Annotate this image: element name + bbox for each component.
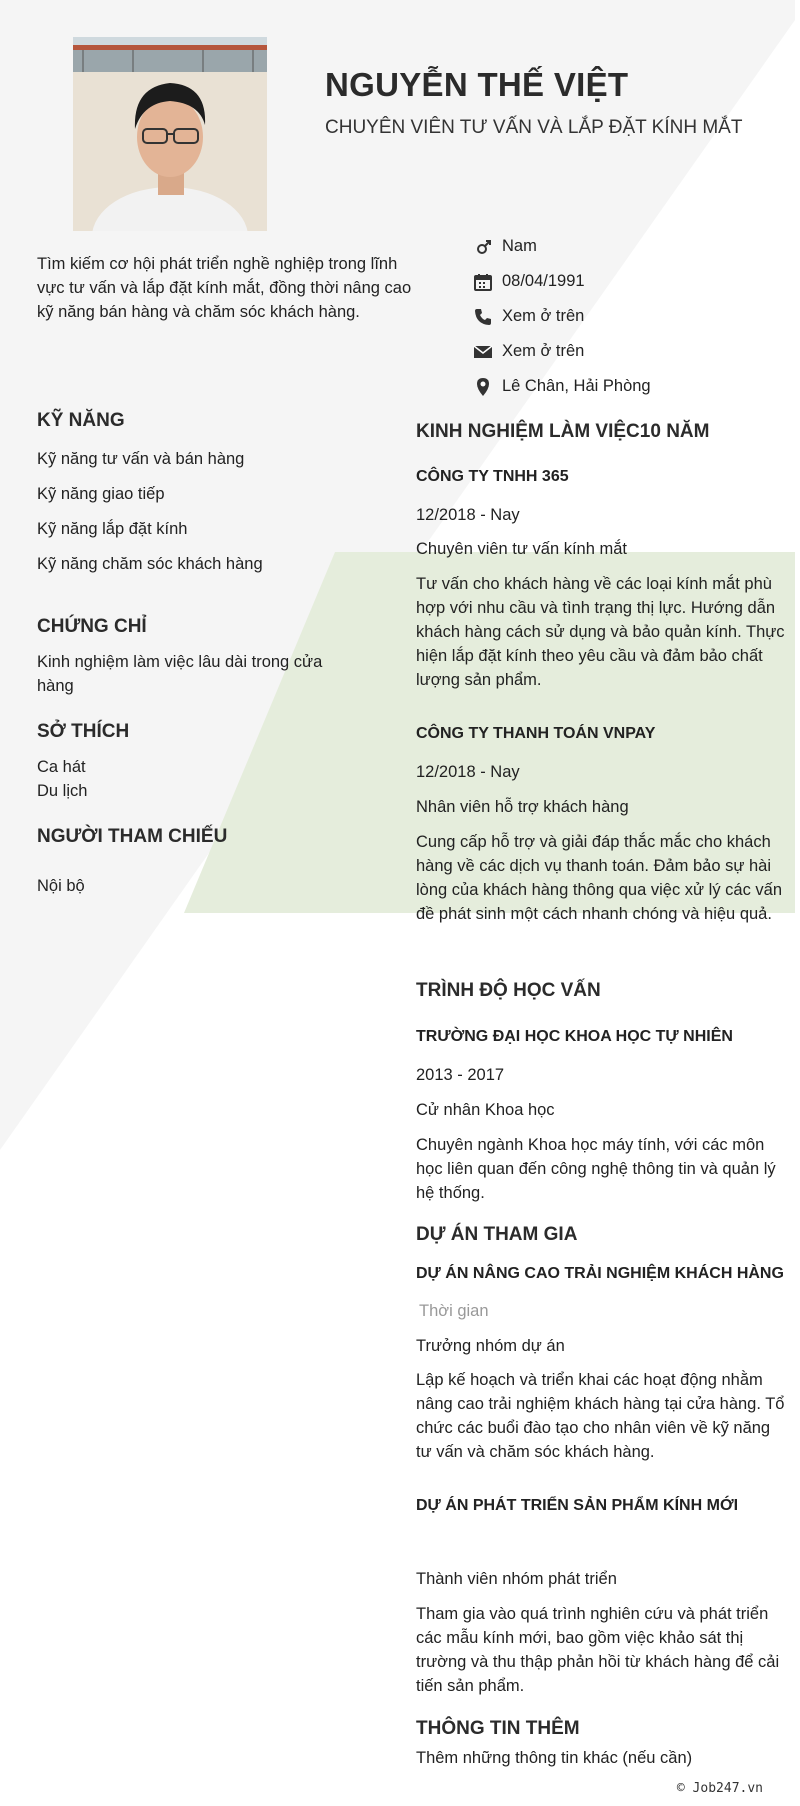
birthday-value: 08/04/1991 xyxy=(502,272,585,290)
project-description: Lập kế hoạch và triển khai các hoạt động nhằm nâng cao trải nghiệm khách hàng tại cửa hàng. Tổ chức các buổi đào tạo cho nhân viên về kỹ năng tư vấn và chăm sóc khách hàng. xyxy=(416,1371,785,1461)
job-description: Cung cấp hỗ trợ và giải đáp thắc mắc cho khách hàng về các dịch vụ thanh toán. Đảm bảo sự hài lòng của khách hàng thông qua việc xử lý các vấn đề phát sinh một cách nhanh chóng và hiệu quả. xyxy=(416,833,783,923)
references-text: Nội bộ xyxy=(37,877,85,895)
education-period: 2013 - 2017 xyxy=(416,1066,505,1084)
project-role: Trưởng nhóm dự án xyxy=(416,1337,565,1355)
calendar-icon xyxy=(472,271,494,293)
additional-info-title: THÔNG TIN THÊM xyxy=(416,1718,580,1739)
education-description: Chuyên ngành Khoa học máy tính, với các môn học liên quan đến công nghệ thông tin và quản lý hệ thống. xyxy=(416,1136,776,1202)
contact-email xyxy=(472,334,792,369)
job-company: CÔNG TY TNHH 365 xyxy=(416,468,569,485)
candidate-name: NGUYỄN THẾ VIỆT xyxy=(325,66,629,103)
project-description: Tham gia vào quá trình nghiên cứu và phát triển các mẫu kính mới, bao gồm việc khảo sát thị trường và thu thập phản hồi từ khách hàng để cải tiến sản phẩm. xyxy=(416,1605,780,1695)
skill-item: Kỹ năng tư vấn và bán hàng xyxy=(37,450,245,468)
gender-value: Nam xyxy=(502,237,537,255)
job-period: 12/2018 - Nay xyxy=(416,506,520,524)
education-title: TRÌNH ĐỘ HỌC VẤN xyxy=(416,980,601,1001)
skills-title: KỸ NĂNG xyxy=(37,410,125,431)
hobby-item: Du lịch xyxy=(37,782,88,800)
phone-icon xyxy=(472,306,494,328)
job-period: 12/2018 - Nay xyxy=(416,763,520,781)
contact-address xyxy=(472,369,792,404)
footer-copyright: © Job247.vn xyxy=(676,1781,763,1796)
contact-birthday xyxy=(472,264,792,299)
references-title: NGƯỜI THAM CHIẾU xyxy=(37,826,228,847)
phone-value: Xem ở trên xyxy=(502,307,585,325)
experience-title: KINH NGHIỆM LÀM VIỆC10 NĂM xyxy=(416,421,710,442)
gender-icon xyxy=(472,236,494,258)
project-time-field[interactable]: Thời gian xyxy=(419,1302,489,1320)
certificates-text: Kinh nghiệm làm việc lâu dài trong cửa hàng xyxy=(37,653,323,695)
skill-item: Kỹ năng giao tiếp xyxy=(37,485,165,503)
additional-info-text: Thêm những thông tin khác (nếu cần) xyxy=(416,1749,693,1767)
email-value: Xem ở trên xyxy=(502,342,585,360)
job-company: CÔNG TY THANH TOÁN VNPAY xyxy=(416,725,656,742)
contact-phone xyxy=(472,299,792,334)
job-position: Nhân viên hỗ trợ khách hàng xyxy=(416,798,629,816)
project-name: DỰ ÁN NÂNG CAO TRẢI NGHIỆM KHÁCH HÀNG xyxy=(416,1265,784,1282)
education-school: TRƯỜNG ĐẠI HỌC KHOA HỌC TỰ NHIÊN xyxy=(416,1028,733,1045)
education-degree: Cử nhân Khoa học xyxy=(416,1101,555,1119)
project-name: DỰ ÁN PHÁT TRIỂN SẢN PHẨM KÍNH MỚI xyxy=(416,1497,739,1514)
job-description: Tư vấn cho khách hàng về các loại kính mắt phù hợp với nhu cầu và tình trạng thị lực. Hướng dẫn khách hàng cách sử dụng và bảo quản kính. Thực hiện lắp đặt kính theo yêu cầu và đảm bảo chất lượng sản phẩm. xyxy=(416,575,785,689)
contact-info xyxy=(472,229,792,404)
job-position: Chuyên viên tư vấn kính mắt xyxy=(416,540,627,558)
contact-gender xyxy=(472,229,792,264)
projects-title: DỰ ÁN THAM GIA xyxy=(416,1224,578,1245)
hobby-item: Ca hát xyxy=(37,758,86,776)
candidate-title: CHUYÊN VIÊN TƯ VẤN VÀ LẮP ĐẶT KÍNH MẮT xyxy=(325,117,743,138)
hobbies-title: SỞ THÍCH xyxy=(37,721,130,742)
location-pin-icon xyxy=(472,376,494,398)
certificates-title: CHỨNG CHỈ xyxy=(37,616,147,637)
skill-item: Kỹ năng chăm sóc khách hàng xyxy=(37,555,263,573)
address-value: Lê Chân, Hải Phòng xyxy=(502,377,651,395)
profile-photo xyxy=(73,37,267,231)
career-objective: Tìm kiếm cơ hội phát triển nghề nghiệp trong lĩnh vực tư vấn và lắp đặt kính mắt, đồng thời nâng cao kỹ năng bán hàng và chăm sóc khách hàng. xyxy=(37,255,412,321)
envelope-icon xyxy=(472,341,494,363)
skills-list xyxy=(37,450,377,590)
project-role: Thành viên nhóm phát triển xyxy=(416,1570,617,1588)
skill-item: Kỹ năng lắp đặt kính xyxy=(37,520,188,538)
